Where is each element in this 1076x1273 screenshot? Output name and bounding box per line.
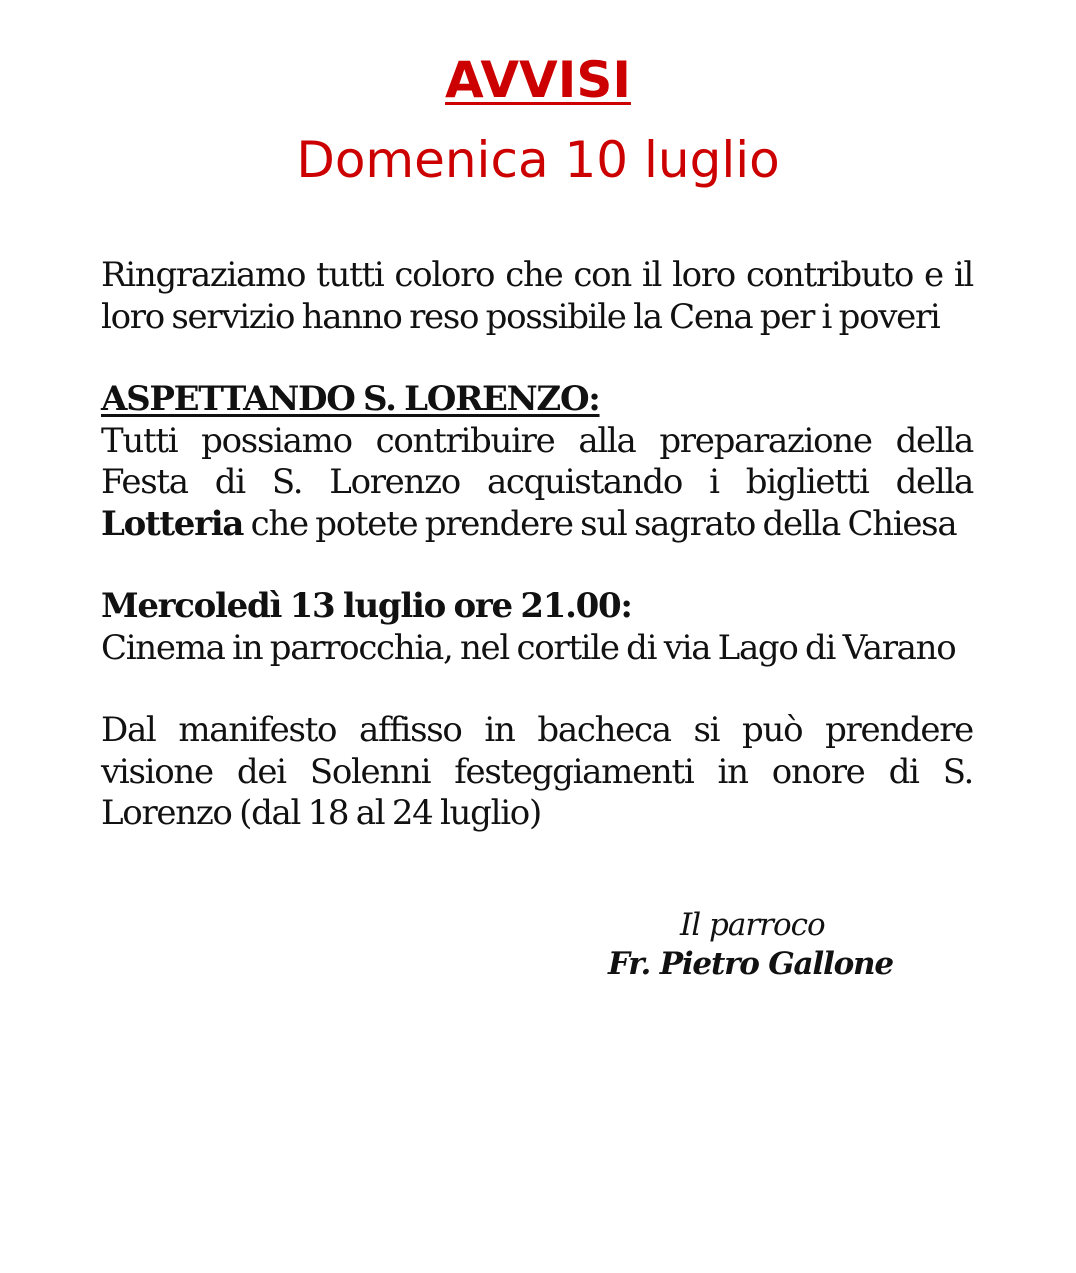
- title-text: AVVISI: [445, 51, 631, 109]
- cinema-heading: Mercoledì 13 luglio ore 21.00:: [101, 586, 632, 626]
- page-title: [0, 48, 1076, 112]
- lottery-heading: ASPETTANDO S. LORENZO:: [101, 379, 600, 419]
- signature-role: Il parroco: [680, 907, 825, 943]
- cinema-paragraph: Cinema in parrocchia, nel cortile di via Lago di Varano: [101, 627, 956, 668]
- page-subtitle: Domenica 10 luglio: [296, 131, 780, 189]
- lottery-bold-word: Lotteria: [101, 503, 244, 544]
- manifesto-paragraph: Dal manifesto affisso in bacheca si può prendere visione dei Solenni festeggiamenti in onore di S. Lorenzo (dal 18 al 24 luglio): [101, 710, 973, 833]
- lottery-text-after: che potete prendere sul sagrato della Chiesa: [243, 503, 957, 544]
- lottery-text-before: Tutti possiamo contribuire alla preparazione della Festa di S. Lorenzo acquistando i biglietti della: [101, 420, 973, 502]
- lottery-paragraph: [101, 421, 973, 546]
- notice-body: [101, 255, 973, 835]
- thanks-paragraph: Ringraziamo tutti coloro che con il loro contributo e il loro servizio hanno reso possibile la Cena per i poveri: [101, 255, 973, 337]
- signature-name: Fr. Pietro Gallone: [608, 946, 893, 982]
